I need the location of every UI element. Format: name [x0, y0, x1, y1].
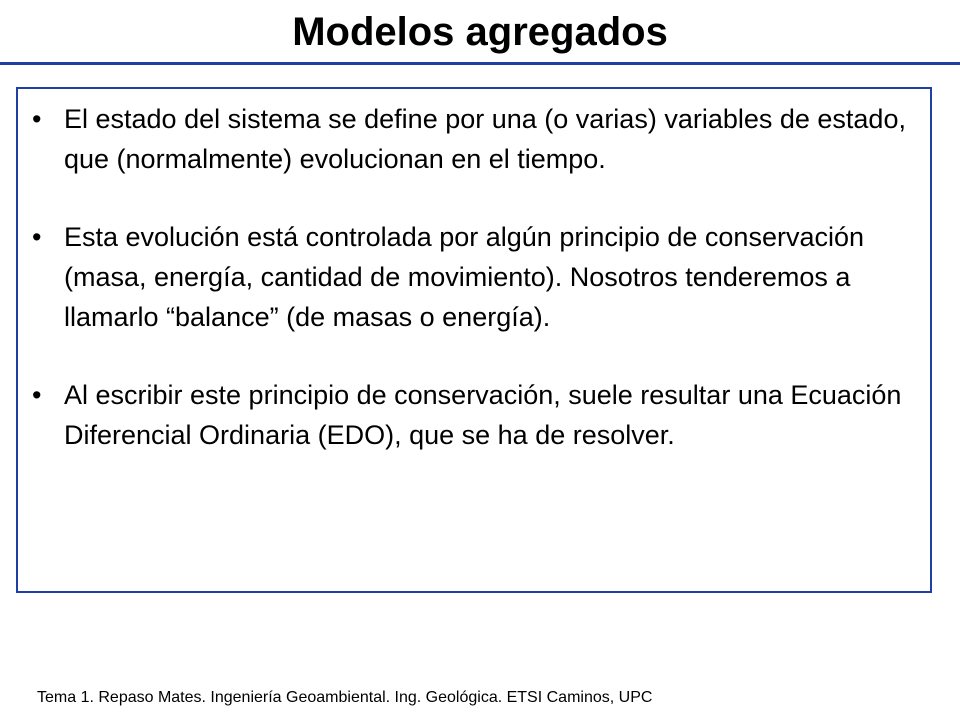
bullet-marker: •: [32, 222, 42, 252]
footer-text: Tema 1. Repaso Mates. Ingeniería Geoambiental. Ing. Geológica. ETSI Caminos, UPC: [37, 689, 653, 706]
slide-title: Modelos agregados: [292, 10, 668, 54]
bullet-item: [32, 99, 922, 179]
content-box: [16, 87, 932, 593]
bullet-text: El estado del sistema se define por una (o varias) variables de estado, que (normalmente) evolucionan en el tiempo.: [64, 104, 906, 174]
bullet-item: [32, 217, 922, 337]
bullet-marker: •: [32, 104, 42, 134]
title-divider: [0, 62, 960, 65]
bullet-item: [32, 375, 922, 455]
bullet-marker: •: [32, 380, 42, 410]
bullet-list: [32, 99, 922, 455]
bullet-text: Esta evolución está controlada por algún principio de conservación (masa, energía, cantidad de movimiento). Nosotros tenderemos a llamarlo “balance” (de masas o energía).: [64, 222, 864, 332]
bullet-text: Al escribir este principio de conservación, suele resultar una Ecuación Diferencial Ordinaria (EDO), que se ha de resolver.: [64, 380, 902, 450]
